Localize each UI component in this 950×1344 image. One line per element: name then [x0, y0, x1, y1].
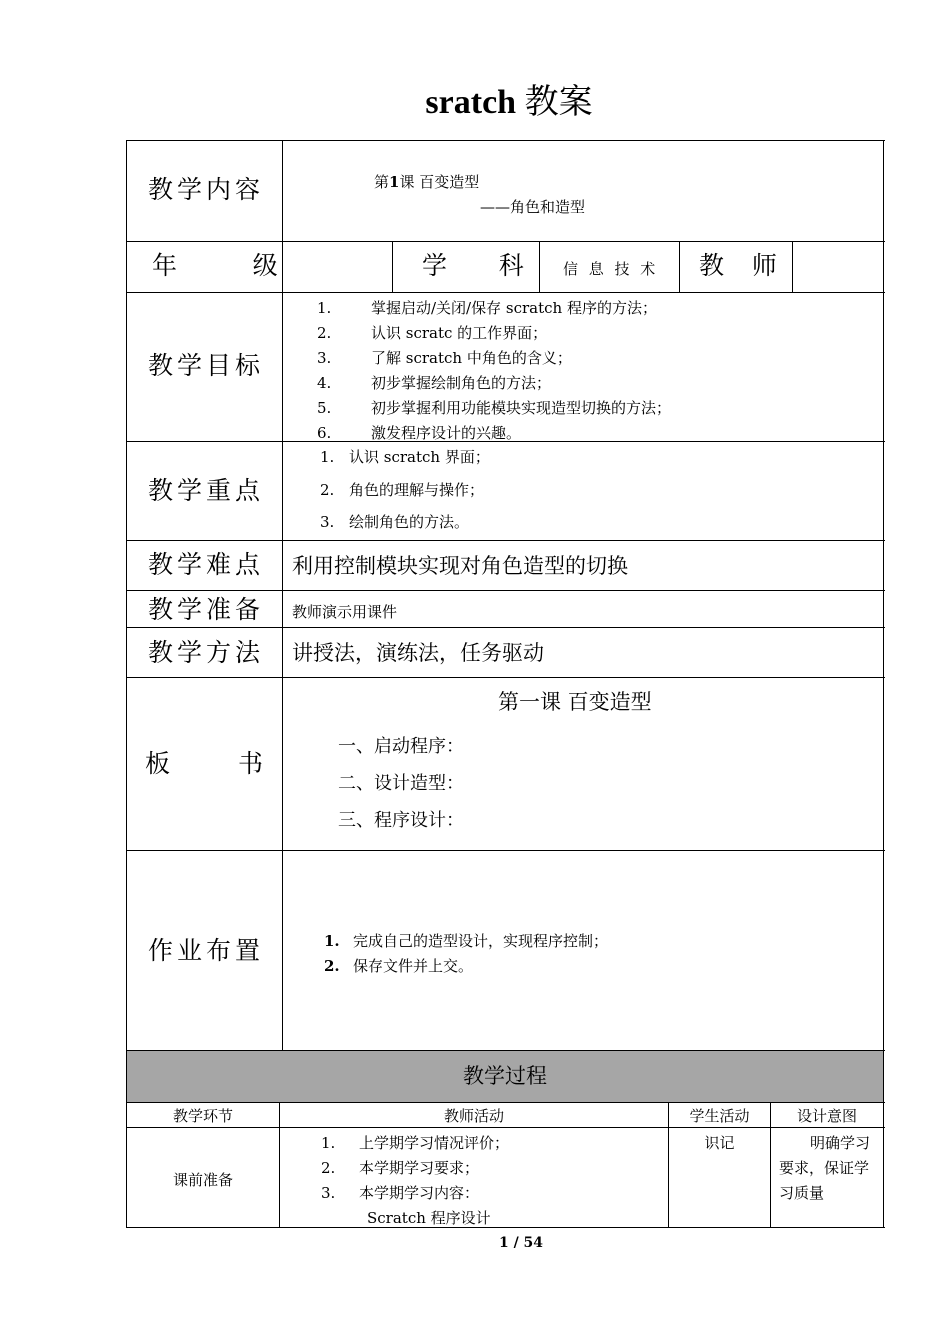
process-header-stage: 教学环节 [172, 1107, 233, 1125]
grade-divider [392, 241, 393, 292]
homework-label: 作业布置 [148, 936, 265, 965]
row-divider [126, 677, 885, 678]
goal-item: 5. 初步掌握利用功能模块实现造型切换的方法； [317, 399, 672, 417]
teacher-activity-item: 1. 上学期学习情况评价； [321, 1134, 510, 1152]
goals-label: 教学目标 [148, 351, 265, 380]
homework-item: 2. 保存文件并上交。 [324, 957, 474, 975]
board-item: 一、启动程序： [338, 736, 464, 757]
goal-item: 2. 认识 scratc 的工作界面； [317, 324, 548, 342]
method-value: 讲授法，演练法，任务驱动 [292, 641, 544, 665]
homework-item: 1. 完成自己的造型设计，实现程序控制； [324, 932, 609, 950]
grade-divider [539, 241, 540, 292]
goal-item: 1. 掌握启动/关闭/保存 scratch 程序的方法； [317, 299, 657, 317]
table-border-right [883, 140, 884, 1228]
student-activity: 识记 [704, 1134, 735, 1152]
goal-item: 6. 激发程序设计的兴趣。 [317, 424, 522, 442]
keypoint-item: 1. 认识 scratch 界面； [320, 448, 490, 466]
table-border-top [126, 140, 885, 141]
row-divider [126, 850, 885, 851]
row-divider [126, 241, 885, 242]
teacher-activity-extra: Scratch 程序设计 [367, 1209, 491, 1227]
board-heading: 第一课 百变造型 [498, 690, 652, 714]
document-title: sratch 教案 [425, 84, 593, 121]
lesson-title: 第1课 百变造型 [374, 173, 480, 191]
keypoints-label: 教学重点 [148, 476, 265, 505]
row-divider [126, 1127, 885, 1128]
content-label: 教学内容 [148, 175, 265, 204]
board-label-left: 板 [145, 749, 175, 778]
prep-label: 教学准备 [148, 595, 265, 624]
difficulty-value: 利用控制模块实现对角色造型的切换 [292, 554, 628, 578]
row-divider [126, 1102, 885, 1103]
process-title: 教学过程 [463, 1064, 547, 1088]
teacher-activity-item: 2. 本学期学习要求； [321, 1159, 480, 1177]
difficulty-label: 教学难点 [148, 550, 265, 579]
process-stage: 课前准备 [172, 1171, 233, 1189]
grade-divider [792, 241, 793, 292]
keypoint-item: 2. 角色的理解与操作； [320, 481, 485, 499]
board-label-right: 书 [238, 749, 268, 778]
page-number: 1 / 54 [498, 1235, 544, 1251]
board-item: 三、程序设计： [338, 810, 464, 831]
grade-label: 年 级 [152, 251, 282, 280]
teacher-activity-item: 3. 本学期学习内容： [321, 1184, 480, 1202]
intent-line: 习质量 [779, 1184, 825, 1202]
subject-value: 信 息 技 术 [563, 260, 659, 278]
prep-value: 教师演示用课件 [292, 603, 398, 621]
intent-line: 要求，保证学 [779, 1159, 870, 1177]
table-border-bottom [126, 1227, 885, 1228]
subject-label: 学 科 [422, 251, 528, 280]
label-column-divider [282, 140, 283, 1051]
goal-item: 4. 初步掌握绘制角色的方法； [317, 374, 552, 392]
intent-line: 明确学习 [810, 1134, 871, 1152]
lesson-subtitle: ——角色和造型 [480, 198, 586, 216]
row-divider [126, 627, 885, 628]
board-item: 二、设计造型： [338, 773, 464, 794]
keypoint-item: 3. 绘制角色的方法。 [320, 513, 470, 531]
goal-item: 3. 了解 scratch 中角色的含义； [317, 349, 572, 367]
row-divider [126, 540, 885, 541]
teacher-label: 教 师 [699, 251, 781, 280]
grade-divider [679, 241, 680, 292]
process-header-student: 学生活动 [689, 1107, 750, 1125]
method-label: 教学方法 [148, 638, 265, 667]
process-header-teacher: 教师活动 [443, 1107, 504, 1125]
row-divider [126, 292, 885, 293]
process-header-intent: 设计意图 [796, 1107, 857, 1125]
